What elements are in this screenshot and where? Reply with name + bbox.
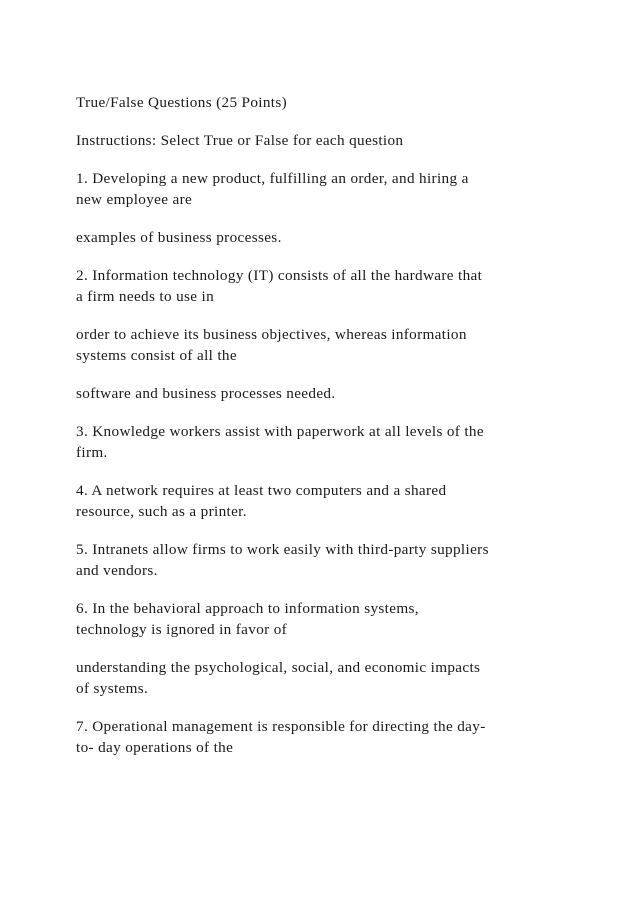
question-3: 3. Knowledge workers assist with paperwork at all levels of the firm. — [76, 423, 484, 461]
question-2-line-1: 2. Information technology (IT) consists of all the hardware that a firm needs to use in — [76, 267, 483, 305]
question-4: 4. A network requires at least two computers and a shared resource, such as a printer. — [76, 482, 447, 520]
document-title: True/False Questions (25 Points) — [76, 94, 288, 111]
instructions-text: Instructions: Select True or False for each question — [76, 132, 404, 149]
question-7: 7. Operational management is responsible for directing the day- to- day operations of the — [76, 718, 486, 756]
question-6-line-1: 6. In the behavioral approach to information systems, technology is ignored in favor of — [76, 600, 419, 638]
question-2-line-2: order to achieve its business objectives, whereas information systems consist of all the — [76, 326, 467, 364]
question-5: 5. Intranets allow firms to work easily with third-party suppliers and vendors. — [76, 541, 489, 579]
document-content — [76, 92, 576, 775]
question-6-line-2: understanding the psychological, social, and economic impacts of systems. — [76, 659, 481, 697]
question-2-line-3: software and business processes needed. — [76, 385, 336, 402]
question-1-line-1: 1. Developing a new product, fulfilling an order, and hiring a new employee are — [76, 170, 469, 208]
question-1-line-2: examples of business processes. — [76, 229, 282, 246]
